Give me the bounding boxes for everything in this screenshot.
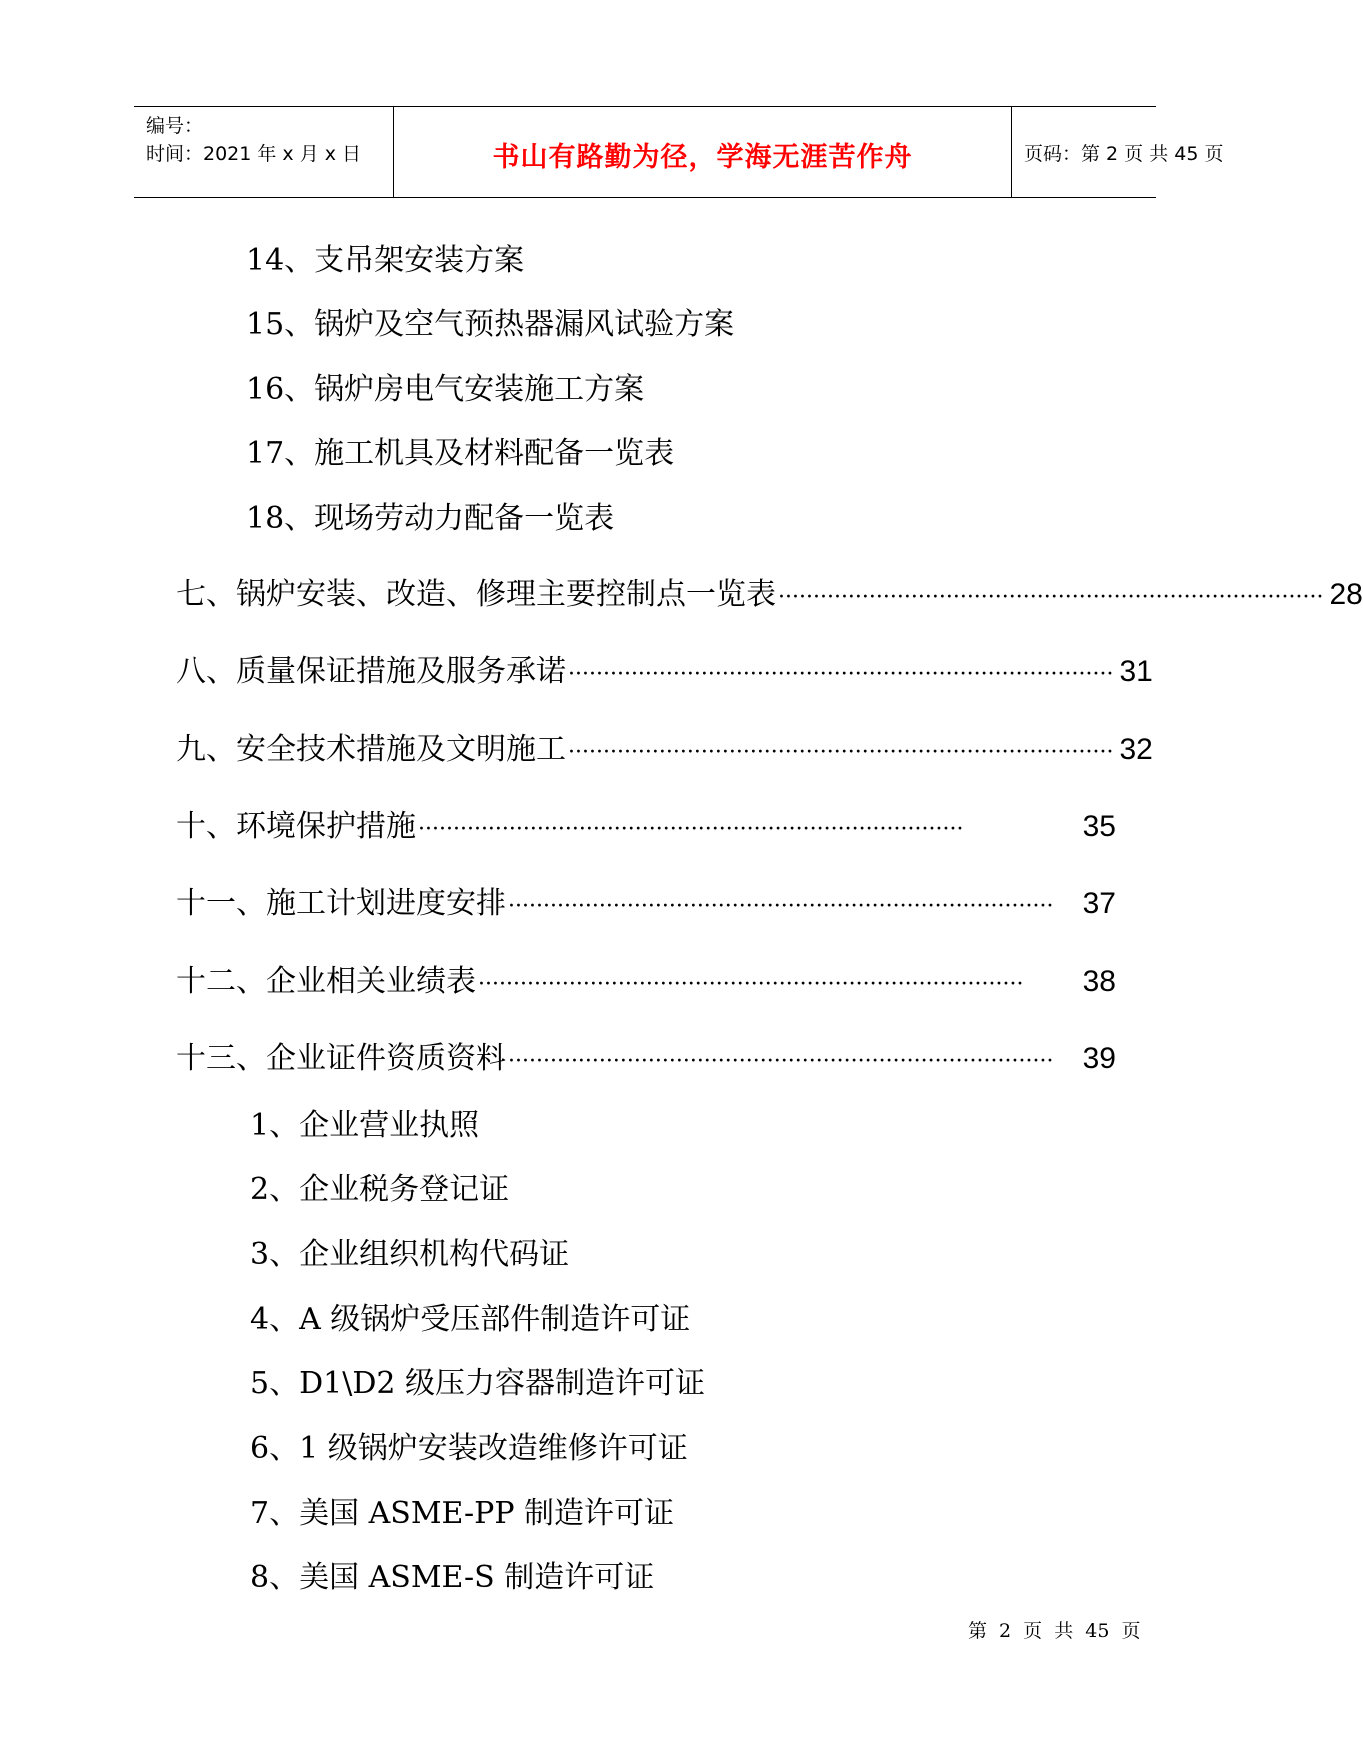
toc-entry[interactable] [176, 652, 1153, 692]
sub-item: 1、企业营业执照 [250, 1108, 480, 1143]
toc-entry[interactable] [176, 1039, 1116, 1079]
toc-entry-label: 九、安全技术措施及文明施工 [176, 732, 566, 767]
toc-entry[interactable] [176, 807, 1116, 847]
motto-text: 书山有路勤为径，学海无涯苦作舟 [492, 141, 913, 173]
toc-entry-label: 十、环境保护措施 [176, 809, 416, 844]
toc-entry-page: 38 [1082, 965, 1116, 998]
toc-entry-label: 七、锅炉安装、改造、修理主要控制点一览表 [176, 577, 776, 612]
toc-entry-label: 十三、企业证件资质资料 [176, 1041, 506, 1076]
header-motto-cell [394, 107, 1012, 197]
sub-item: 17、施工机具及材料配备一览表 [246, 436, 675, 471]
toc-entry-page: 35 [1082, 810, 1116, 843]
header-meta [134, 107, 394, 197]
sub-item: 4、A 级锅炉受压部件制造许可证 [250, 1302, 691, 1337]
toc-entry-page: 31 [1119, 655, 1153, 688]
toc-leader-dots: ·············································································· [778, 585, 1324, 610]
number-label: 编号： [146, 115, 204, 137]
header-page-info: 页码：第 2 页 共 45 页 [1024, 142, 1224, 165]
sub-item: 7、美国 ASME-PP 制造许可证 [250, 1496, 675, 1531]
sub-item: 16、锅炉房电气安装施工方案 [246, 372, 645, 407]
sub-item: 8、美国 ASME-S 制造许可证 [250, 1560, 655, 1595]
toc-entry-label: 十二、企业相关业绩表 [176, 964, 476, 999]
sub-item: 15、锅炉及空气预热器漏风试验方案 [246, 307, 735, 342]
sub-item: 18、现场劳动力配备一览表 [246, 501, 615, 536]
time-label: 时间：2021 年 x 月 x 日 [146, 143, 362, 165]
toc-entry-page: 32 [1119, 733, 1153, 766]
toc-entry-label: 八、质量保证措施及服务承诺 [176, 654, 566, 689]
toc-entry[interactable] [176, 575, 1363, 615]
sub-item: 3、企业组织机构代码证 [250, 1237, 570, 1272]
toc-leader-dots: ·············································································· [508, 1049, 1054, 1074]
document-header [134, 106, 1224, 198]
sub-item: 6、1 级锅炉安装改造维修许可证 [250, 1431, 688, 1466]
toc-leader-dots: ·············································································· [478, 972, 1024, 997]
toc-leader-dots: ·············································································· [568, 740, 1114, 765]
toc-entry-label: 十一、施工计划进度安排 [176, 886, 506, 921]
toc-entry-page: 28 [1329, 578, 1363, 611]
toc-leader-dots: ·············································································· [418, 817, 964, 842]
sub-item: 2、企业税务登记证 [250, 1172, 510, 1207]
toc-entry[interactable] [176, 730, 1153, 770]
toc-entry[interactable] [176, 962, 1116, 1002]
toc-entry-page: 37 [1082, 887, 1116, 920]
toc-leader-dots: ·············································································· [508, 894, 1054, 919]
toc-entry[interactable] [176, 884, 1116, 924]
sub-item: 14、支吊架安装方案 [246, 243, 525, 278]
toc-entry-page: 39 [1082, 1042, 1116, 1075]
sub-item: 5、D1\D2 级压力容器制造许可证 [250, 1366, 706, 1401]
page-footer: 第 2 页 共 45 页 [968, 1620, 1141, 1642]
toc-leader-dots: ·············································································· [568, 662, 1114, 687]
